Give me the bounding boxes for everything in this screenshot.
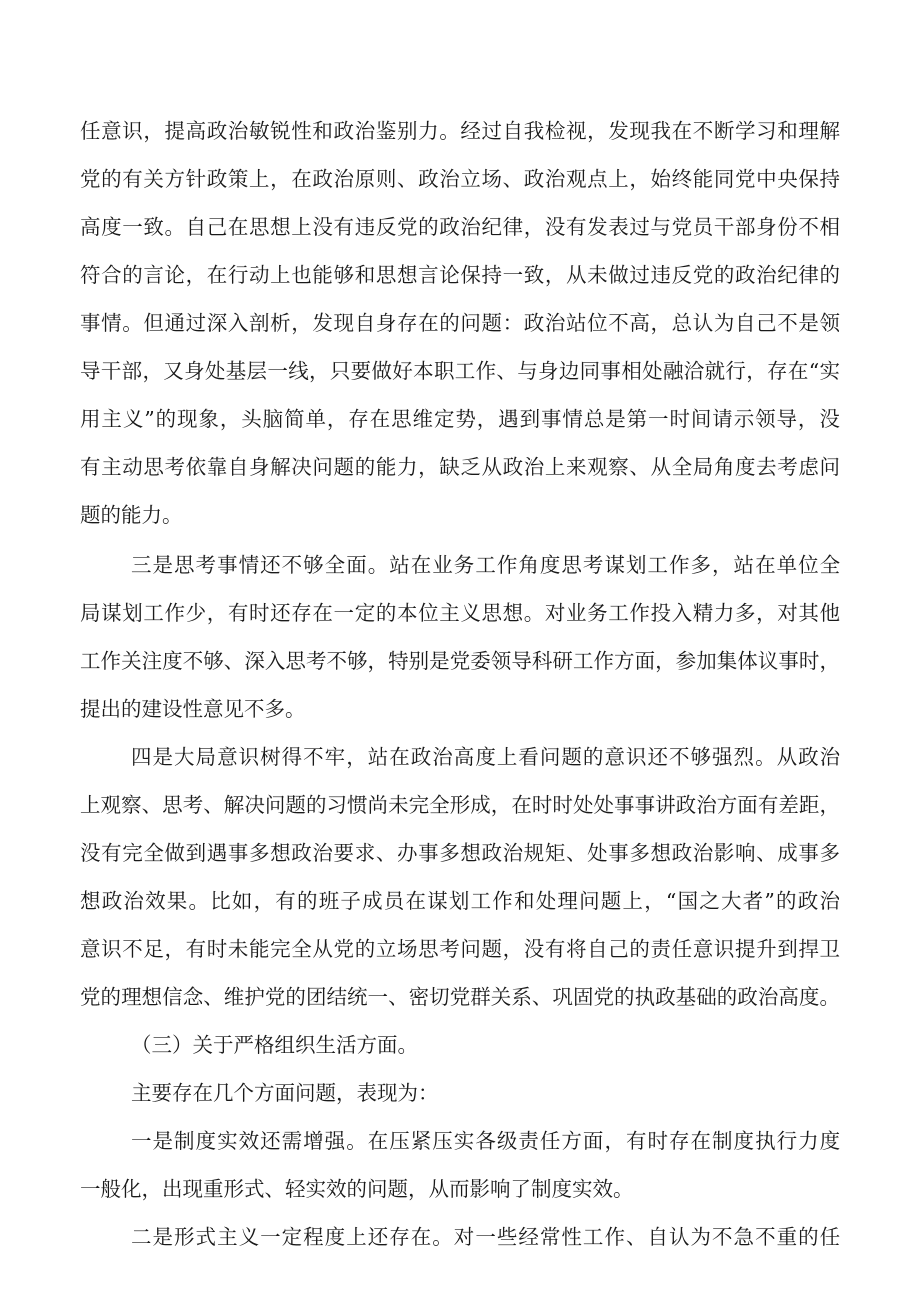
text-line: 意识不足，有时未能完全从党的立场思考问题，没有将自己的责任意识提升到捍卫 xyxy=(80,937,841,961)
text-line: 事情。但通过深入剖析，发现自身存在的问题：政治站位不高，总认为自己不是领 xyxy=(80,311,841,335)
text-line: 一是制度实效还需增强。在压紧压实各级责任方面，有时存在制度执行力度 xyxy=(131,1129,842,1153)
text-line: 有主动思考依靠自身解决问题的能力，缺乏从政治上来观察、从全局角度去考虑问 xyxy=(80,455,841,479)
text-line: 题的能力。 xyxy=(80,503,183,527)
text-line: 局谋划工作少，有时还存在一定的本位主义思想。对业务工作投入精力多，对其他 xyxy=(80,601,841,625)
text-line: 上观察、思考、解决问题的习惯尚未完全形成，在时时处处事事讲政治方面有差距， xyxy=(80,793,840,817)
text-line: 二是形式主义一定程度上还存在。对一些经常性工作、自认为不急不重的任 xyxy=(131,1225,842,1249)
text-line: 提出的建设性意见不多。 xyxy=(80,697,306,721)
text-line: 想政治效果。比如，有的班子成员在谋划工作和处理问题上，“国之大者”的政治 xyxy=(80,889,842,913)
text-line: 党的理想信念、维护党的团结统一、密切党群关系、巩固党的执政基础的政治高度。 xyxy=(80,985,840,1009)
text-line: 用主义”的现象，头脑简单，存在思维定势，遇到事情总是第一时间请示领导，没 xyxy=(80,407,841,431)
text-line: 符合的言论，在行动上也能够和思想言论保持一致，从未做过违反党的政治纪律的 xyxy=(80,263,841,287)
text-line: 三是思考事情还不够全面。站在业务工作角度思考谋划工作多，站在单位全 xyxy=(131,553,842,577)
text-line: 主要存在几个方面问题，表现为： xyxy=(131,1081,439,1105)
text-line: 一般化，出现重形式、轻实效的问题，从而影响了制度实效。 xyxy=(80,1177,634,1201)
text-line: 四是大局意识树得不牢，站在政治高度上看问题的意识还不够强烈。从政治 xyxy=(131,745,842,769)
text-line: 任意识，提高政治敏锐性和政治鉴别力。经过自我检视，发现我在不断学习和理解 xyxy=(80,119,841,143)
text-line: 工作关注度不够、深入思考不够，特别是党委领导科研工作方面，参加集体议事时， xyxy=(80,649,840,673)
text-line: 高度一致。自己在思想上没有违反党的政治纪律，没有发表过与党员干部身份不相 xyxy=(80,215,841,239)
text-line: 导干部，又身处基层一线，只要做好本职工作、与身边同事相处融洽就行，存在“实 xyxy=(80,359,841,383)
text-line: 没有完全做到遇事多想政治要求、办事多想政治规矩、处事多想政治影响、成事多 xyxy=(80,841,841,865)
section-heading: （三）关于严格组织生活方面。 xyxy=(131,1033,418,1057)
text-line: 党的有关方针政策上，在政治原则、政治立场、政治观点上，始终能同党中央保持 xyxy=(80,167,841,191)
